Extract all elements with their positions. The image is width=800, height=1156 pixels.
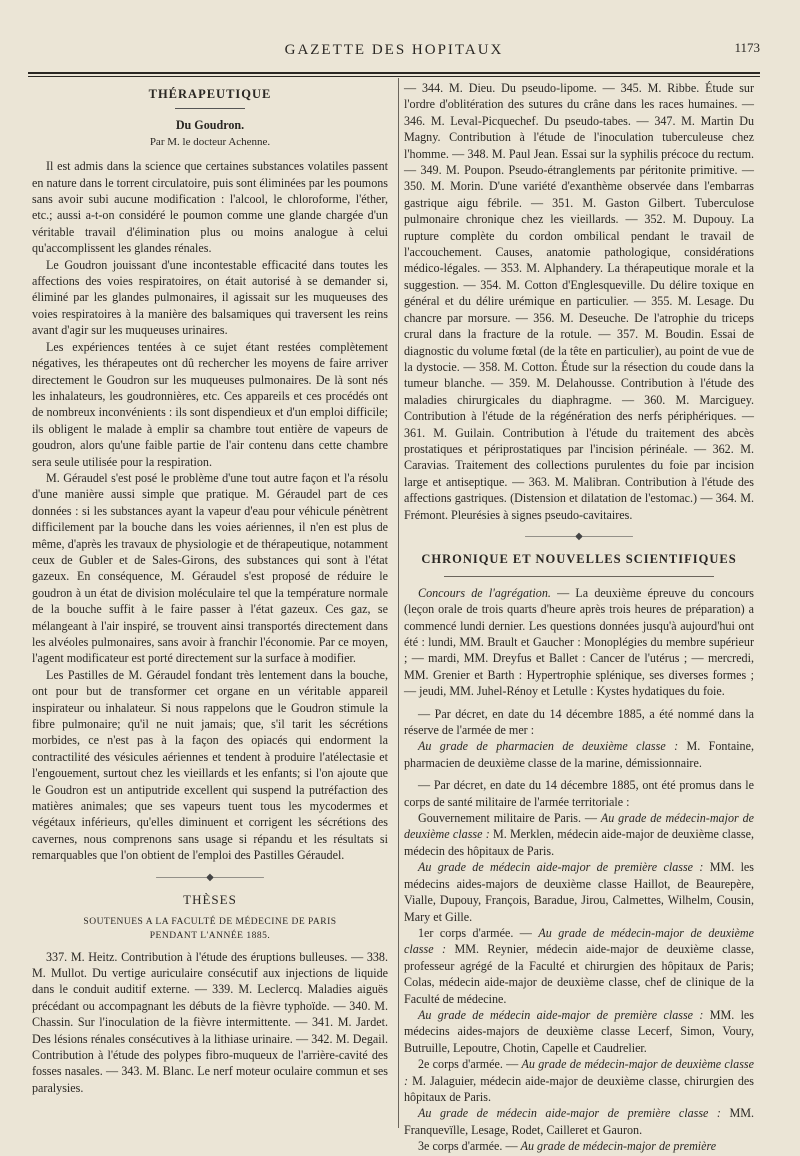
journal-title: GAZETTE DES HOPITAUX	[284, 42, 504, 58]
decret-2: — Par décret, en date du 14 décembre 1885, ont été promus dans le corps de santé militaire de l'armée territoriale :	[404, 778, 754, 809]
paragraph-1: Il est admis dans la science que certaines substances volatiles passent en nature dans le torrent circulatoire, puis sont éliminées par les poumons sans avoir subi aucune modification : l'alcool, le chloroforme, l'éther, etc.; aussi a-t-on considéré le poumon comme une glande chargée d'un véritable travail d'élimination plus ou moins analogue à celui qu'accomplissent les glandes rénales.	[32, 159, 388, 256]
theses-sub-2: PENDANT L'ANNÉE 1885.	[149, 930, 271, 941]
corps-2-grade: Au grade de médecin-major de deuxième classe :	[404, 1057, 754, 1088]
corps-1b-text: MM. les médecins aides-majors de deuxième classe Lecerf, Simon, Voury, Butruille, Lepoutre, Chotin, Capelle et Caudrelier.	[404, 1007, 755, 1055]
masthead	[28, 34, 760, 70]
ornament-divider-2: —————◆—————	[525, 530, 633, 542]
corps-1-label: 1er corps d'armée. —	[418, 925, 539, 940]
section-title-chronique: CHRONIQUE ET NOUVELLES SCIENTIFIQUES	[421, 552, 737, 567]
gouv-text: M. Merklen, médecin aide-major de deuxième classe, médecin des hôpitaux de Paris.	[404, 827, 754, 858]
corps-1b-paragraph	[404, 1007, 754, 1056]
corps-2-text: M. Jalaguier, médecin aide-major de deuxième classe, chirurgien des hôpitaux de Paris.	[404, 1073, 754, 1104]
decret-1: — Par décret, en date du 14 décembre 1885, a été nommé dans la réserve de l'armée de mer :	[404, 706, 754, 738]
concours-text: — La deuxième épreuve du concours (leçon orale de trois quarts d'heure après trois heures de préparation) a commencé lundi dernier. Les questions données jusqu'à aujourd'hui ont été : lundi, MM. Brault et Gaucher : Monoplégies du membre supérieur ; — mardi, MM. Dreyfus et Ballet : Cancer de l'utérus ; — mercredi, MM. Grenier et Barth : Hypertrophie splénique, ses diverses formes ; — jeudi, MM. Juhel-Rénoy et Letulle : Kystes hydatiques du foie.	[404, 585, 754, 699]
decret-1-text: M. Fontaine, pharmacien de deuxième classe de la marine, démissionnaire.	[404, 739, 754, 770]
corps-3-grade: Au grade de médecin-major de première	[520, 1139, 717, 1154]
article-byline: Par M. le docteur Achenne.	[149, 135, 271, 148]
page-number: 1173	[734, 40, 760, 55]
column-divider	[398, 78, 399, 1128]
corps-2b-grade: Au grade de médecin aide-major de première classe :	[418, 1106, 721, 1121]
corps-3-label: 3e corps d'armée. —	[418, 1139, 521, 1154]
corps-2b-paragraph	[404, 1105, 754, 1138]
concours-label: Concours de l'agrégation.	[418, 585, 551, 600]
decret-1-grade: Au grade de pharmacien de deuxième classe :	[418, 739, 679, 754]
theses-subheading	[32, 915, 388, 943]
aide-major-paragraph	[404, 859, 754, 925]
theses-list: 337. M. Heitz. Contribution à l'étude des éruptions bulleuses. — 338. M. Mullot. Du vertige auriculaire consécutif aux injections de liquide dans le conduit auditif externe. — 339. M. Leclercq. Maladies aiguës précédant ou accompagnant les débuts de la fièvre typhoïde. — 340. M. Chassin. Sur l'inoculation de la fièvre intermittente. — 341. M. Jardet. Des lésions rénales consécutives à la lithiase urinaire. — 342. M. Degail. Contribution à l'étude des polypes fibro-muqueux de l'arrière-cavité des fosses nasales. — 343. M. Blanc. Le nerf moteur oculaire commun et ses paralysies.	[32, 949, 388, 1095]
theses-list-continued: — 344. M. Dieu. Du pseudo-lipome. — 345. M. Ribbe. Étude sur l'ordre d'oblitération des sutures du crâne dans les races humaines. — 346. M. Leval-Picquechef. Du pseudo-tabes. — 347. M. Martin Du Magny. Contribution à l'étude de l'inoculation tuberculeuse chez l'homme. — 348. M. Paul Jean. Essai sur la syphilis précoce du rectum. — 349. M. Poupon. Pseudo-étranglements par péritonite primitive. — 350. M. Morin. D'une variété d'exanthème observée dans l'embarras gastrique aigu fébrile. — 351. M. Gaston Gilbert. Tuberculose pulmonaire chronique chez les vieillards. — 352. M. Dupouy. La rupture complète du cordon ombilical pendant le travail de l'accouchement. Causes, anatomie pathologique, considérations médico-légales. — 353. M. Alphandery. La thérapeutique morale et la suggestion. — 354. M. Cotton d'Englesqueville. Du délire toxique en général et du délire urémique en particulier. — 355. M. Lesage. Du chancre par morsure. — 356. M. Deseuche. De l'atrophie du triceps crural dans la fracture de la rotule. — 357. M. Boudin. Essai de diagnostic du volume fœtal (de la tête en particulier), au point de vue de la dystocie. — 358. M. Cotton. Étude sur la résection du coude dans la tumeur blanche. — 359. M. Delahousse. Contribution à l'étude des maladies chirurgicales du diaphragme. — 360. M. Marciguey. Contribution à l'étude de la régénération des nerfs périphériques. — 361. M. Guilain. Contribution à l'étude du traitement des abcès prostatiques et périprostatiques par l'incision périnéale. — 362. M. Caravias. Traitement des collections purulentes du foie par incision large et antiseptique. — 363. M. Malibran. Contribution à l'étude des affections gastriques. (Distension et dilatation de l'estomac.) — 364. M. Frémont. Pleurésies à signes pseudo-cavitaires.	[404, 81, 754, 522]
ornament-divider: —————◆—————	[156, 871, 264, 883]
paragraph-2: Le Goudron jouissant d'une incontestable efficacité dans toutes les affections des voies respiratoires, on était autorisé à se demander si, éliminé par les glandes pulmonaires, il agissait sur les muqueuses des voies respiratoires à la manière des balsamiques qui traversent les reins avant d'agir sur les muqueuses urinaires.	[32, 257, 388, 338]
concours-paragraph	[404, 585, 754, 700]
decret-1-detail	[404, 738, 754, 771]
right-column	[404, 80, 754, 1155]
aide-grade: Au grade de médecin aide-major de première classe :	[418, 860, 704, 875]
section-rule-2	[444, 576, 714, 577]
section-title-theses: THÈSES	[183, 892, 237, 908]
gouvernement-paragraph	[404, 810, 754, 859]
section-rule	[175, 108, 245, 109]
gouv-label: Gouvernement militaire de Paris. —	[418, 811, 601, 826]
corps-1-grade: Au grade de médecin-major de deuxième classe :	[404, 925, 754, 957]
gouv-grade: Au grade de médecin-major de deuxième classe :	[404, 811, 754, 842]
paragraph-3: Les expériences tentées à ce sujet étant restées complètement négatives, les thérapeutes ont dû rechercher les moyens de faire arriver directement le Goudron sur les muqueuses pulmonaires. De là sont nés les inhalateurs, les goudronnières, etc. Ces appareils et ces procédés ont de nombreux inconvénients : ils sont dispendieux et d'un emploi difficile; ils obligent le malade à emplir sa chambre tout entière de vapeurs de goudron, alors qu'une faible partie de l'air contenu dans cette chambre sera seule utilisée pour la respiration.	[32, 339, 388, 469]
corps-2-label: 2e corps d'armée. —	[418, 1057, 522, 1072]
theses-sub-1: SOUTENUES A LA FACULTÉ DE MÉDECINE DE PARIS	[83, 916, 337, 927]
corps-2b-text: MM. Franquevïlle, Lesage, Rodet, Cailleret et Gauron.	[404, 1106, 754, 1137]
article-title: Du Goudron.	[175, 118, 245, 133]
header-rule	[28, 72, 760, 77]
corps-1-text: MM. Reynier, médecin aide-major de deuxième classe, professeur agrégé de la Faculté et chirurgien des hôpitaux de Paris; Colas, médecin aide-major de deuxième classe, chef de clinique de la Faculté de médecine.	[404, 942, 755, 1006]
section-title-therapeutique: THÉRAPEUTIQUE	[148, 87, 272, 101]
corps-1b-grade: Au grade de médecin aide-major de première classe :	[418, 1007, 704, 1022]
corps-2-paragraph	[404, 1056, 754, 1105]
left-column	[32, 80, 388, 1096]
corps-3-paragraph	[404, 1138, 754, 1154]
aide-text: MM. les médecins aides-majors de deuxième classe Haillot, de Beaurepère, Vialle, Dupouy, François, Baradue, Jirou, Calmettes, Wilhelm, Cousin, Mary et Gille.	[404, 860, 755, 924]
corps-1-paragraph	[404, 925, 754, 1007]
paragraph-5: Les Pastilles de M. Géraudel fondant très lentement dans la bouche, ont pour but de transformer cet organe en un véritable appareil inspirateur ou inhalateur. Si nous rappelons que le Goudron stimule la fibre pulmonaire; qu'il ne nuit jamais; que, s'il tarit les sécrétions morbides, ce n'est pas à la façon des opiacés qui endorment la contractilité des vésicules aériennes et tendent à produire l'atélectasie et l'engouement, surtout chez les vieillards et les enfants; si l'on ajoute que le Goudron est un antiputride excellent qui suspend la putréfaction des matières animales; que ses vapeurs tuent tous les mycodermes et végétaux inférieurs, qu'elles diminuent et corrigent les sécrétions des cavernes, nous comprenons sans usage si répandu et les résultats si remarquables que l'on obtient de l'emploi des Pastilles Géraudel.	[32, 667, 388, 863]
paragraph-4: M. Géraudel s'est posé le problème d'une tout autre façon et l'a résolu d'une manière aussi simple que pratique. M. Géraudel part de ces données : si les substances ayant la vapeur d'eau pour véhicule pénètrent difficilement par la bouche dans les voies aériennes, il n'en est plus de même, d'après les travaux de physiologie et de thérapeutique, notamment ceux de Gubler et de Sales-Girons, des substances qui sont à l'état gazeux. En conséquence, M. Géraudel s'est proposé de réduire le goudron à un état de division moléculaire tel que la température normale de la bouche suffit à le faire passer à l'état gazeux. Ces gaz, se mélangeant à l'air inspiré, se trouvent ainsi transportés directement dans les alvéoles pulmonaires, sans avoir à franchir l'économie. Par ce moyen, l'agent modificateur est porté directement sur la surface à modifier.	[32, 470, 388, 666]
